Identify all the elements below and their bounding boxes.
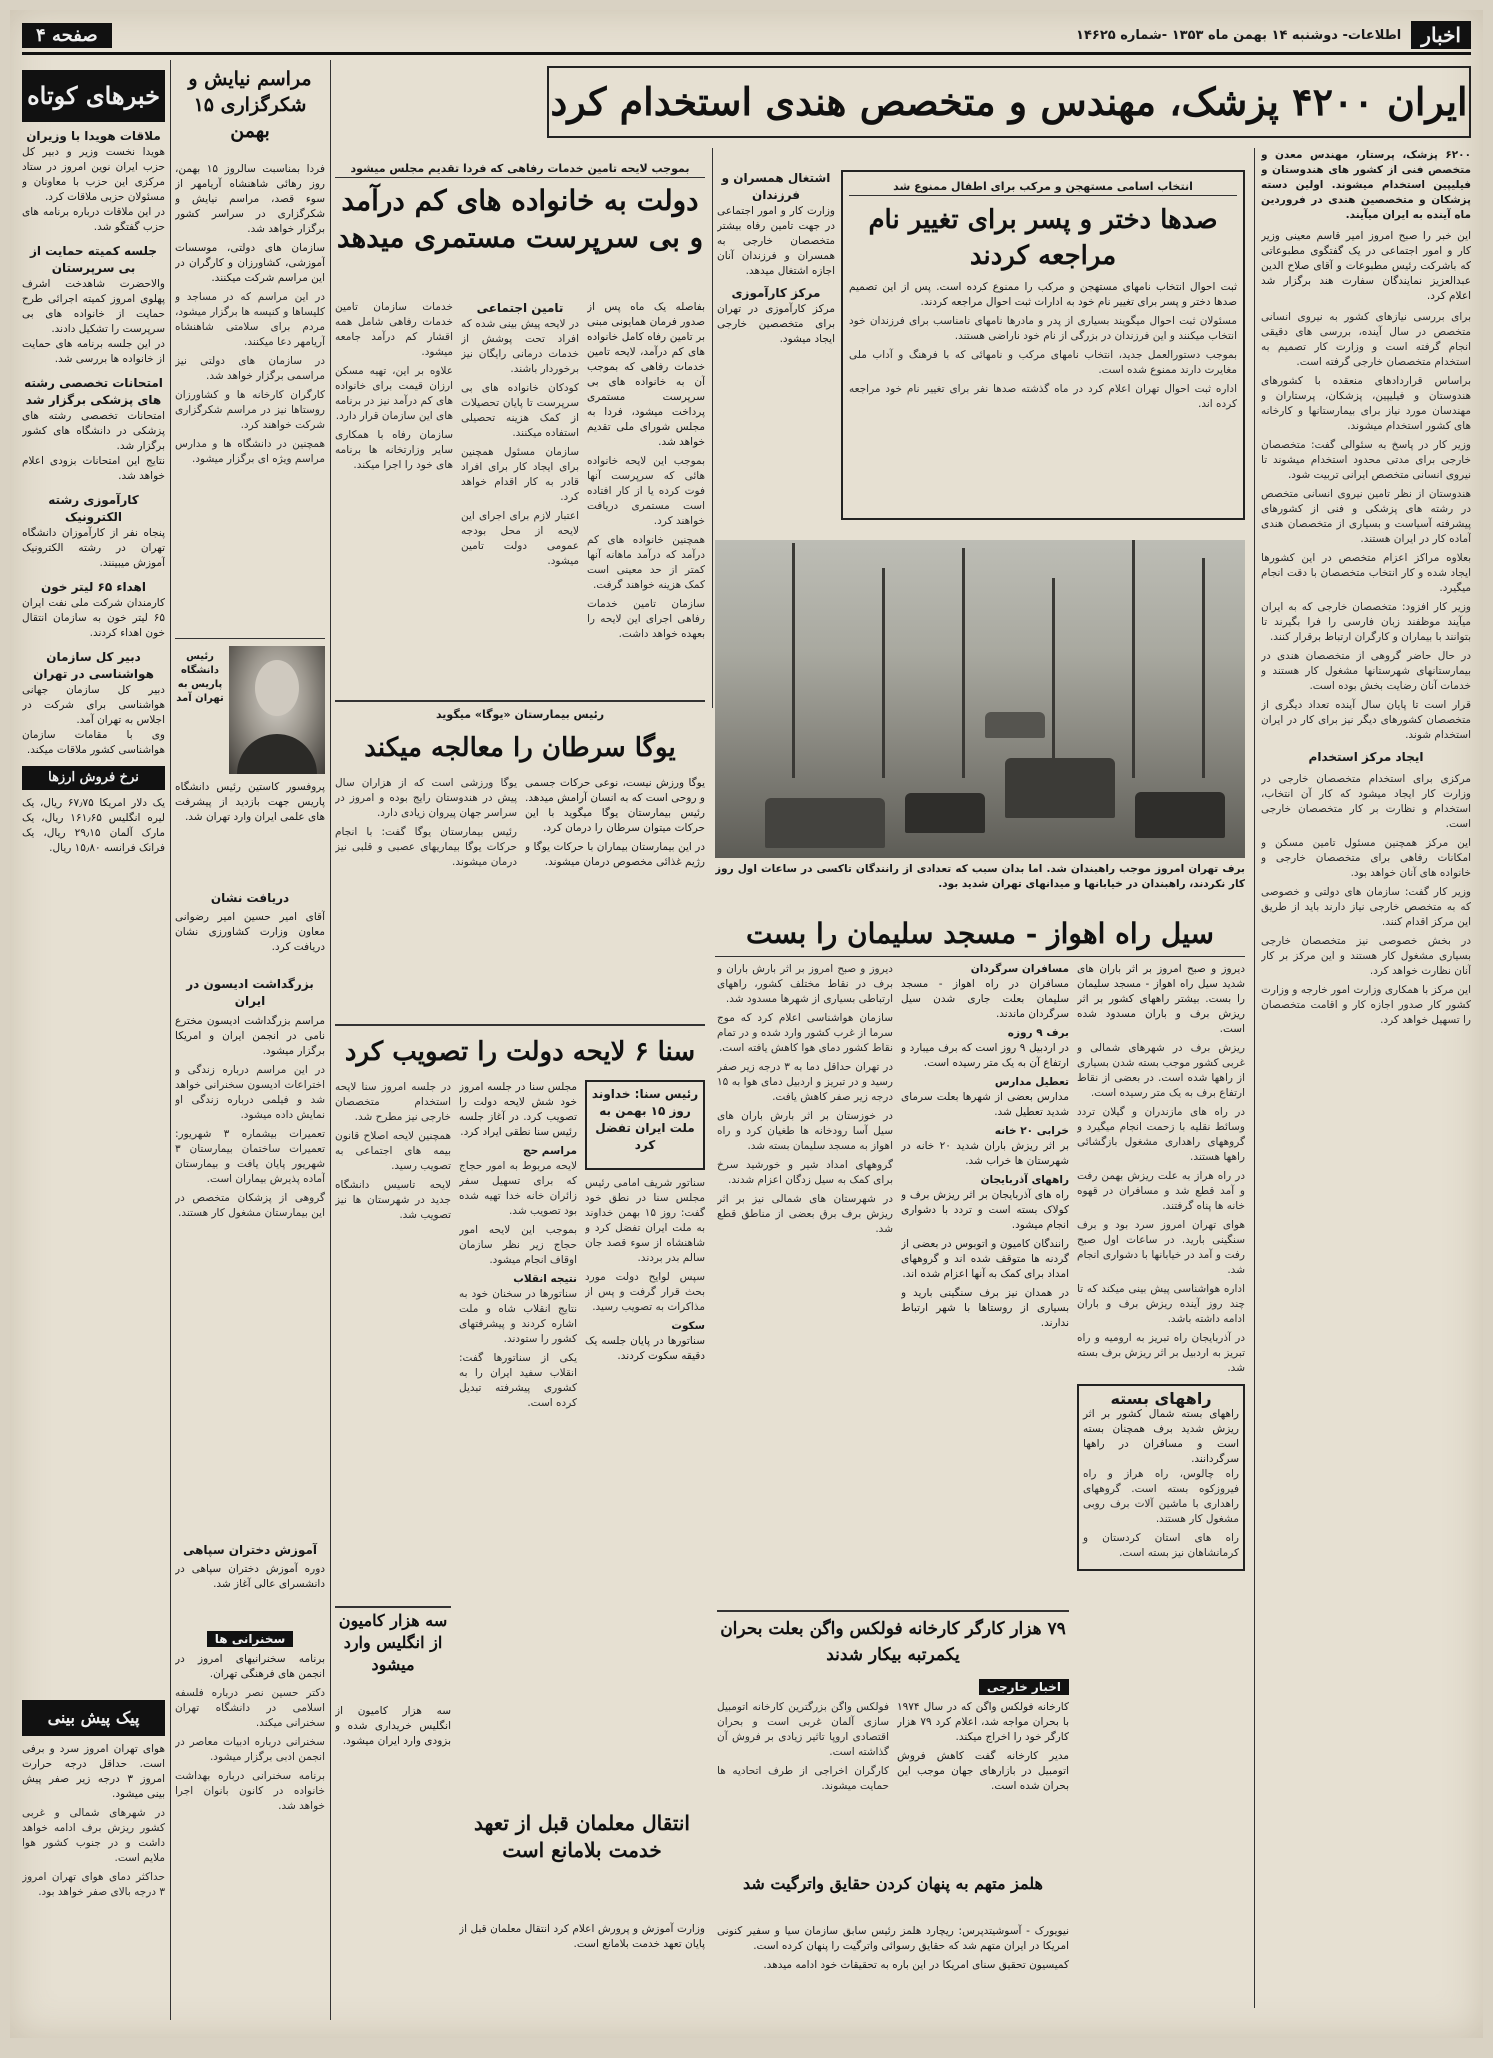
paper-name: اخبار — [1411, 21, 1471, 49]
medals-text: آقای امیر حسین امیر رضوانی معاون وزارت کشاورزی نشان دریافت کرد. — [175, 911, 325, 953]
lectures-title: سخنرانی ها — [207, 1631, 294, 1647]
bulletin-text-5: دبیر کل سازمان جهانی هواشناسی برای شرکت در اجلاس به تهران آمد. — [22, 684, 165, 726]
newspaper-page — [10, 10, 1483, 2038]
flood-col-2 — [901, 962, 1069, 1602]
yoga-body: یوگا ورزش نیست، نوعی حرکات جسمی و روحی است که به انسان آرامش میدهد. رئیس بیمارستان یوگا میگوید با این حرکات میتوان سرطان را درمان کرد. در این بیمارستان بیماران با حرکات یوگا و رژیم غذائی مخصوص درمان میشوند. — [525, 777, 705, 868]
names-story-box — [841, 170, 1245, 520]
forecast-tag: پیک پیش بینی — [22, 1700, 165, 1736]
volkswagen-body: کارخانه فولکس واگن که در سال ۱۹۷۴ با بحران مواجه شد، اعلام کرد ۷۹ هزار کارگر خود را اخراج میکند. مدیر کارخانه گفت کاهش فروش اتومبیل در بازارهای جهان موجب این بحران شده است. — [897, 1701, 1069, 1792]
main-story-subhead: ایجاد مرکز استخدام — [1308, 750, 1424, 764]
rates-title: نرخ فروش ارزها — [22, 766, 165, 790]
bulletin-item: دبیر کل سازمان هواشناسی در تهران دبیر کل سازمان جهانی هواشناسی برای شرکت در اجلاس به تهران آمد. وی با مقامات سازمان هواشناسی کشور ملاقات میکند. — [22, 650, 165, 756]
ceremony-text: فردا بمناسبت سالروز ۱۵ بهمن، روز رهائی شاهنشاه آریامهر از سوء قصد، مراسم نیایش و شکرگزاری در سراسر کشور برگزار خواهد شد. — [175, 163, 325, 235]
senate-filler-2: لایحه مربوط به امور حجاج که برای تسهیل سفر زائران خانه خدا تهیه شده بود تصویب شد. بموجب این لایحه امور حجاج زیر نظر سازمان اوقاف انجام میشود. — [459, 1160, 577, 1266]
names-body-text: ثبت احوال انتخاب نامهای مستهجن و مرکب را ممنوع کرده است. پس از این تصمیم صدها دختر و پسر برای تغییر نام خود به ادارات ثبت احوال مراجعه کردند. — [849, 281, 1237, 308]
edison-text-body: مراسم بزرگداشت ادیسون مخترع نامی در انجمن ایران و امریکا برگزار میشود. — [175, 1015, 325, 1057]
senate-col-1: سناتور شریف امامی رئیس مجلس سنا در نطق خود گفت: روز ۱۵ بهمن خداوند به ملت ایران تفضل کرد و شاهنشاه از سوء قصد جان سالم بدر بردند. سپس لوایح دولت مورد بحث قرار گرفت و پس از مذاکرات به تصویب رسید. سکوت سناتورها در پایان جلسه یک دقیقه سکوت کردند. — [585, 1177, 705, 1362]
ceremony-text-2: سازمان های دولتی، موسسات آموزشی، کشاورزان و کارگران در این مراسم شرکت میکنند. — [175, 242, 325, 284]
lectures-text — [175, 1652, 325, 2012]
bulletins-column — [22, 128, 165, 1688]
weather-text — [22, 1742, 165, 2022]
edison-title: بزرگداشت ادیسون در ایران — [186, 977, 314, 1008]
bulletins-title: خبرهای کوتاه — [22, 70, 165, 122]
bulletin-item: جلسه کمیته حمایت از بی سرپرستان والاحضرت شاهدخت اشرف پهلوی امروز کمیته اجرائی طرح حمایت از خانواده های بی سرپرست را تشکیل دادند. در این جلسه برنامه های حمایت از خانواده ها بررسی شد. — [22, 244, 165, 365]
edison-filler: در این مراسم درباره زندگی و اختراعات ادیسون سخنرانی خواهد شد و فیلمی درباره زندگی او نمایش داده میشود. تعمیرات بیشماره ۳ شهریور: تعمیرات ساختمان بیمارستان ۳ شهریور پایان یافت و بیمارستان آماده پذیرش بیماران است. گروهی از پزشکان متخصص در این بیمارستان مشغول کار هستند. — [175, 1064, 325, 1219]
main-story-filler-2: مرکزی برای استخدام متخصصان خارجی در وزارت کار ایجاد میشود که کار آن انتخاب، استخدام و نظارت بر کار متخصصان خارجی است. این مرکز همچنین مسئول تامین مسکن و امکانات رفاهی برای متخصصان خارجی و خانواده های آنان خواهد بود. وزیر کار گفت: سازمان های دولتی و خصوصی که به متخصص خارجی نیاز دارند باید از طریق این مرکز اقدام کنند. در بخش خصوصی نیز متخصصان خارجی بسیاری مشغول کار هستند و این مرکز بر کار آنان نظارت خواهد کرد. این مرکز با همکاری وزارت امور خارجه و وزارت کشور کار صدور اجازه کار و اقامت متخصصان را تسهیل خواهد کرد. — [1261, 773, 1471, 1026]
bulletin-text-3: پنجاه نفر از کارآموزان دانشگاه تهران در رشته الکترونیک آموزش میبینند. — [22, 527, 165, 569]
weather-filler: در شهرهای شمالی و غربی کشور ریزش برف ادامه خواهد داشت و در جنوب کشور هوا ملایم است. حداکثر دمای هوای تهران امروز ۳ درجه بالای صفر خواهد بود. — [22, 1807, 165, 1898]
ceremony-headline: مراسم نیایش و شکرگزاری ۱۵ بهمن — [188, 68, 312, 142]
page-number: صفحه ۴ — [22, 23, 112, 48]
stipend-filler-2: در لایحه پیش بینی شده که افراد تحت پوشش از خدمات درمانی رایگان نیز برخوردار باشند. کودکان خانواده های بی سرپرست تا پایان تحصیلات از کمک هزینه تحصیلی استفاده میکنند. سازمان مسئول همچنین برای ایجاد کار برای افراد قادر به کار اقدام خواهد کرد. اعتبار لازم برای اجرای این لایحه از محل بودجه عمومی دولت تامین میشود. — [461, 318, 579, 567]
edison-text — [175, 1014, 325, 1534]
flood-col-1 — [1077, 962, 1245, 2022]
side-heading-2: مرکز کارآموزی — [731, 286, 821, 300]
flood-filler-1: ریزش برف در شهرهای شمالی و غربی کشور موجب بسته شدن بسیاری از راهها شده است. در بعضی از نقاط ارتفاع برف به یک متر رسیده است. در راه های مازندران و گیلان تردد وسائط نقلیه با زحمت انجام میگیرد و گروههای راهداری مشغول بازگشائی راهها هستند. در راه هراز به علت ریزش بهمن رفت و آمد قطع شد و مسافران در قهوه خانه ها پناه گرفتند. هوای تهران امروز سرد بود و برف سنگینی بارید. در ساعات اول صبح رفت و آمد در خیابانها با دشواری انجام شد. اداره هواشناسی پیش بینی میکند که تا چند روز آینده ریزش برف و باران ادامه داشته باشد. در آذربایجان راه تبریز به ارومیه و راه تبریز به اردبیل بر اثر ریزش برف بسته شد. — [1077, 1042, 1245, 1374]
roads-closed-text: راههای بسته شمال کشور بر اثر ریزش شدید برف همچنان بسته است و مسافران در راهها سرگردانند. — [1083, 1408, 1239, 1465]
flood-bullet-3: خرابی ۲۰ خانه — [994, 1125, 1069, 1137]
side-heading-1: اشتغال همسران و فرزندان — [721, 171, 831, 202]
stipend-col-3: خدمات سازمان تامین خدمات رفاهی شامل همه اقشار کم درآمد جامعه میشود. علاوه بر این، تهیه مسکن ارزان قیمت برای خانواده های کم درآمد نیز در برنامه های این سازمان قرار دارد. سازمان رفاه با همکاری سایر وزارتخانه ها برنامه های خود را اجرا میکند. — [335, 301, 453, 471]
senate-sub-2: نتیجه انقلاب — [513, 1273, 577, 1285]
flood-bullet-2: تعطیل مدارس — [994, 1076, 1069, 1088]
main-story-body: این خبر را صبح امروز امیر قاسم معینی وزیر کار و امور اجتماعی در یک گفتگوی مطبوعاتی که باشرکت رئیس مطبوعات و آقای صلاح الدین عبدالعزیز نمایندگان سفارت هند برگزار شد اعلام کرد. — [1261, 230, 1471, 302]
roads-filler: راه چالوس، راه هراز و راه فیروزکوه بسته است. گروههای راهداری با ماشین آلات برف روبی مشغول کار هستند. راه های استان کردستان و کرمانشاهان نیز بسته است. — [1083, 1468, 1239, 1559]
bulletin-text-1: والاحضرت شاهدخت اشرف پهلوی امروز کمیته اجرائی طرح حمایت از خانواده های بی سرپرست را تشکیل دادند. — [22, 278, 165, 335]
yoga-body-text: یوگا ورزش نیست، نوعی حرکات جسمی و روحی است که به انسان آرامش میدهد. رئیس بیمارستان یوگا میگوید با این حرکات میتوان سرطان را درمان کرد. — [525, 777, 705, 834]
senate-filler-1: سناتور شریف امامی رئیس مجلس سنا در نطق خود گفت: روز ۱۵ بهمن خداوند به ملت ایران تفضل کرد و شاهنشاه از سوء قصد جان سالم بدر بردند. سپس لوایح دولت مورد بحث قرار گرفت و پس از مذاکرات به تصویب رسید. — [585, 1177, 705, 1313]
bulletin-item: ملاقات هویدا با وزیران هویدا نخست وزیر و دبیر کل حزب ایران نوین امروز در ستاد مرکزی این حزب با معاونان و مسئولان حزبی ملاقات کرد. در این ملاقات درباره برنامه های حزب گفتگو شد. — [22, 129, 165, 233]
girls-training-text: دوره آموزش دختران سپاهی در دانشسرای عالی آغاز شد. — [175, 1563, 325, 1590]
roads-closed-title: راههای بسته — [1110, 1389, 1212, 1408]
side-text-2: مرکز کارآموزی در تهران برای متخصصین خارجی ایجاد میشود. — [717, 303, 835, 345]
senate-col-2 — [459, 1080, 577, 1820]
senate-sub-3: سکوت — [671, 1320, 705, 1332]
lectures-tag-wrap — [175, 1628, 325, 1647]
volkswagen-body-2: فولکس واگن بزرگترین کارخانه اتومبیل سازی آلمان غربی است و بحران اقتصادی اروپا تاثیر زیادی بر فروش آن گذاشته است. کارگران اخراجی از طرف اتحادیه ها حمایت میشوند. — [717, 1701, 889, 1792]
masthead — [22, 18, 1471, 55]
main-headline: ایران ۴۲۰۰ پزشک، مهندس و متخصص هندی استخدام کرد — [547, 66, 1471, 138]
trucks-body: سه هزار کامیون از انگلیس خریداری شده و بزودی وارد ایران میشود. — [335, 1705, 451, 1747]
foreign-tag-wrap — [717, 1676, 1069, 1695]
main-story-column — [1261, 148, 1471, 1868]
names-body — [849, 280, 1237, 520]
bulletin-heading-5: دبیر کل سازمان هواشناسی در تهران — [33, 650, 154, 681]
volkswagen-body-text: کارخانه فولکس واگن که در سال ۱۹۷۴ با بحران مواجه شد، اعلام کرد ۷۹ هزار کارگر خود را اخراج میکند. — [897, 1701, 1069, 1743]
visitor-caption: رئیس دانشگاه پاریس به تهران آمد — [176, 651, 224, 704]
flood-bullets: مسافران سرگردان مسافران در راه اهواز - مسجد سلیمان بعلت جاری شدن سیل سرگردان ماندند. برف ۹ روزه در اردبیل ۹ روز است که برف میبارد و ارتفاع آن به یک متر رسیده است. تعطیل مدارس مدارس بعضی از شهرها بعلت سرمای شدید تعطیل شد. خرابی ۲۰ خانه بر اثر ریزش باران شدید ۲۰ خانه در شهرستان ها خراب شد. راههای آذربایجان راه های آذربایجان بر اثر ریزش برف و کولاک بسته است و تردد با دشواری انجام میشود. رانندگان کامیون و اتوبوس در بعضی از گردنه ها متوقف شده اند و گروههای امداد برای کمک به آنها اعزام شده اند. در همدان نیز برف سنگینی بارید و بسیاری از روستاها با شهر ارتباط ندارند. — [901, 963, 1069, 1329]
foreign-news-tag: اخبار خارجی — [979, 1679, 1069, 1695]
names-headline: صدها دختر و پسر برای تغییر نام مراجعه کردند — [868, 205, 1218, 271]
bulletin-item — [22, 492, 165, 571]
teachers-body: وزارت آموزش و پرورش اعلام کرد انتقال معلمان قبل از پایان تعهد خدمت بلامانع است. — [459, 1923, 705, 1950]
lectures-filler: دکتر حسین نصر درباره فلسفه اسلامی در دانشگاه تهران سخنرانی میکند. سخنرانی درباره ادبیات معاصر در انجمن ادبی برگزار میشود. برنامه سخنرانی درباره بهداشت خانواده در کانون بانوان اجرا خواهد شد. — [175, 1687, 325, 1812]
bulletin-text-4: کارمندان شرکت ملی نفت ایران ۶۵ لیتر خون به سازمان انتقال خون اهداء کردند. — [22, 597, 165, 639]
senate-headline: سنا ۶ لایحه دولت را تصویب کرد — [344, 1037, 696, 1067]
flood-col-3: دیروز و صبح امروز بر اثر بارش باران و برف در نقاط مختلف کشور، راههای ارتباطی بسیاری از شهرها مسدود شد. سازمان هواشناسی اعلام کرد که موج سرما از غرب کشور وارد شده و در تمام نقاط کشور دمای هوا کاهش یافته است. در تهران حداقل دما به ۳ درجه زیر صفر رسید و در تبریز و اردبیل دمای هوا به ۱۵ درجه زیر صفر کاهش یافت. در خوزستان بر اثر بارش باران های سیل آسا رودخانه ها طغیان کرد و راه اهواز به مسجد سلیمان بسته شد. گروههای امداد شیر و خورشید سرخ برای کمک به سیل زدگان اعزام شدند. در شهرستان های شمالی نیز بر اثر ریزش برف برق بعضی از مناطق قطع شد. — [717, 963, 893, 1235]
bulletin-text-2: امتحانات تخصصی رشته های پزشکی در دانشگاه های کشور برگزار شد. — [22, 410, 165, 452]
flood-headline: سیل راه اهواز - مسجد سلیمان را بست — [745, 917, 1215, 950]
senate-body: مجلس سنا در جلسه امروز خود شش لایحه دولت را تصویب کرد. در آغاز جلسه رئیس سنا نطقی ایراد کرد. — [459, 1081, 577, 1138]
medals-title: دریافت نشان — [210, 891, 290, 905]
senate-quote-box: رئیس سنا: خداوند روز ۱۵ بهمن به ملت ایران تفضل کرد — [585, 1080, 705, 1170]
weather-body: هوای تهران امروز سرد و برفی است. حداقل درجه حرارت امروز ۳ درجه زیر صفر پیش بینی میشود. — [22, 1743, 165, 1800]
ceremony-body — [175, 162, 325, 632]
stipend-filler-1: بموجب این لایحه خانواده هائی که سرپرست آنها فوت کرده یا از کار افتاده است مستمری دریافت خواهند کرد. همچنین خانواده های کم درآمد که درآمد ماهانه آنها کمتر از حد معینی است کمک هزینه خواهند گرفت. سازمان تامین خدمات رفاهی اجرای این لایحه را بعهده خواهد داشت. — [587, 455, 705, 640]
bulletin-item — [22, 579, 165, 641]
flood-body: دیروز و صبح امروز بر اثر باران های شدید سیل راه اهواز - مسجد سلیمان را بست. بیشتر راههای کشور بر اثر ریزش برف و باران مسدود شده است. — [1077, 963, 1245, 1035]
snow-photo-caption: برف تهران امروز موجب راهبندان شد. اما بدان سبب که تعدادی از رانندگان تاکسی در ساعات اول روز کار نکردند، راهبندان در خیابانها و میدانهای تهران شدید بود. — [715, 863, 1245, 890]
teachers-headline: انتقال معلمان قبل از تعهد خدمت بلامانع است — [474, 1811, 690, 1862]
main-story-lead: ۶۲۰۰ پزشک، پرستار، مهندس معدن و متخصص فنی از کشور های هندوستان و فیلیپین استخدام میشوند. اولین دسته پزشکان و متخصصین هندی در فروردین ماه آینده به ایران میآیند. — [1261, 149, 1471, 221]
visitor-portrait — [229, 646, 325, 774]
bulletin-heading-2: امتحانات تخصصی رشته های پزشکی برگزار شد — [24, 376, 163, 407]
yoga-body-2: یوگا ورزشی است که از هزاران سال پیش در هندوستان رایج بوده و امروز در سراسر جهان پیروان زیادی دارد. رئیس بیمارستان یوگا گفت: با انجام حرکات یوگا بیماریهای عصبی و قلبی نیز درمان میشوند. — [335, 777, 517, 868]
bulletin-heading-4: اهداء ۶۵ لیتر خون — [41, 580, 146, 594]
bulletin-text-0: هویدا نخست وزیر و دبیر کل حزب ایران نوین امروز در ستاد مرکزی این حزب با معاونان و مسئولان حزبی ملاقات کرد. — [22, 146, 165, 203]
yoga-headline: یوگا سرطان را معالجه میکند — [364, 733, 676, 763]
roads-closed-box — [1077, 1384, 1245, 1571]
rates-text: یک دلار امریکا ۶۷٫۷۵ ریال، یک لیره انگلیس ۱۶۱٫۶۵ ریال، یک مارک آلمان ۲۹٫۱۵ ریال، یک فرانک فرانسه ۱۵٫۸۰ ریال. — [22, 797, 165, 854]
bulletin-heading-3: کارآموزی رشته الکترونیک — [48, 493, 139, 524]
names-filler: مسئولان ثبت احوال میگویند بسیاری از پدر و مادرها نامهای نامناسب برای فرزندان خود انتخاب میکنند و این فرزندان در بزرگی از نام خود ناراضی هستند. بموجب دستورالعمل جدید، انتخاب نامهای مرکب و نامهائی که با فرهنگ و آداب ملی مغایرت دارند ممنوع شده است. اداره ثبت احوال تهران اعلام کرد در ماه گذشته صدها نفر برای تغییر نام خود مراجعه کرده اند. — [849, 315, 1237, 410]
side-text-1: وزارت کار و امور اجتماعی در جهت تامین رفاه بیشتر متخصصان خارجی به همسران و فرزندان آنان اجازه اشتغال میدهد. — [717, 205, 835, 277]
volkswagen-headline: ۷۹ هزار کارگر کارخانه فولکس واگن بعلت بحران یکمرتبه بیکار شدند — [720, 1619, 1066, 1665]
yoga-kicker: رئیس بیمارستان «یوگا» میگوید — [435, 708, 605, 721]
bulletin-heading-1: جلسه کمیته حمایت از بی سرپرستان — [29, 244, 158, 275]
stipend-subhead: تامین اجتماعی — [476, 301, 564, 315]
bulletin-heading-0: ملاقات هویدا با وزیران — [26, 129, 161, 143]
senate-col-3: در جلسه امروز سنا لایحه استخدام متخصصان خارجی نیز مطرح شد. همچنین لایحه اصلاح قانون بیمه های اجتماعی به تصویب رسید. لایحه تاسیس دانشگاه جدید در شهرستان ها نیز تصویب شد. — [335, 1081, 451, 1221]
girls-training-title: آموزش دختران سپاهی — [182, 1543, 318, 1557]
bulletin-item: امتحانات تخصصی رشته های پزشکی برگزار شد امتحانات تخصصی رشته های پزشکی در دانشگاه های کشور برگزار شد. نتایج این امتحانات بزودی اعلام خواهد شد. — [22, 376, 165, 482]
names-kicker: انتخاب اسامی مستهجن و مرکب برای اطفال ممنوع شد — [849, 178, 1237, 196]
main-story-filler: برای بررسی نیازهای کشور به نیروی انسانی متخصص در سال آینده، بررسی های دقیقی انجام گرفته است و وزارت کار تصمیم به استخدام متخصصان خارجی گرفته است. براساس قراردادهای منعقده با کشورهای هندوستان و فیلیپین، پزشکان، پرستاران و مهندسان مورد نیاز برای بیمارستانها و کارخانه های کشور استخدام میشوند. وزیر کار در پاسخ به سئوالی گفت: متخصصان خارجی برای مدتی محدود استخدام میشوند تا نیروی انسانی متخصص ایرانی تربیت شود. هندوستان از نظر تامین نیروی انسانی متخصص در رشته های پزشکی و فنی از کشورهای پیشرفته آسیاست و بسیاری از متخصصان هندی آماده کار در ایران هستند. بعلاوه مراکز اعزام متخصص در این کشورها ایجاد شده و کار انتخاب متخصصان با دقت انجام میگیرد. وزیر کار افزود: متخصصان خارجی که به ایران میآیند موظفند زبان فارسی را فرا بگیرند تا بتوانند با بیماران و کارگران ارتباط برقرار کنند. در حال حاضر گروهی از متخصصان هندی در بیمارستانهای شهرستانها مشغول کار هستند و خدمات آنان رضایت بخش بوده است. قرار است تا پایان سال آینده تعداد دیگری از متخصصان کشورهای دیگر نیز برای کار در ایران استخدام شوند. — [1261, 311, 1471, 741]
senate-sub-1: مراسم حج — [523, 1145, 577, 1157]
stipend-body: بفاصله یک ماه پس از صدور فرمان همایونی مبنی بر تامین رفاه کامل خانواده های کم درآمد، لایحه تامین خدمات رفاهی که بموجب آن به خانواده های بی سرپرست مستمری پرداخت میشود، فردا به مجلس شورای ملی تقدیم خواهد شد. — [587, 301, 705, 448]
date-line: اطلاعات- دوشنبه ۱۴ بهمن ماه ۱۳۵۳ -شماره ۱۴۶۲۵ — [1076, 27, 1402, 43]
flood-bullet-1: برف ۹ روزه — [1007, 1027, 1069, 1039]
helms-headline: هلمز متهم به پنهان کردن حقایق واترگیت شد — [743, 1874, 1043, 1893]
senate-filler-3: سناتورها در سخنان خود به نتایج انقلاب شاه و ملت اشاره کردند و پیشرفتهای کشور را ستودند. یکی از سناتورها گفت: انقلاب سفید ایران را به کشوری پیشرفته تبدیل کرده است. — [459, 1288, 577, 1409]
snow-traffic-photo — [715, 540, 1245, 858]
lectures-text-body: برنامه سخنرانیهای امروز در انجمن های فرهنگی تهران. — [175, 1653, 325, 1680]
stipend-kicker-visible: بموجب لایحه تامین خدمات رفاهی که فردا تقدیم مجلس میشود — [335, 160, 705, 178]
helms-body-text: نیویورک - آسوشیتدپرس: ریچارد هلمز رئیس سابق سازمان سیا و سفیر کنونی امریکا در ایران متهم شد که حقایق رسوائی واترگیت را پنهان کرده است. — [717, 1925, 1069, 1952]
helms-body: نیویورک - آسوشیتدپرس: ریچارد هلمز رئیس سابق سازمان سیا و سفیر کنونی امریکا در ایران متهم شد که حقایق رسوائی واترگیت را پنهان کرده است. کمیسیون تحقیق سنای امریکا در این باره به تحقیقات خود ادامه میدهد. — [717, 1925, 1069, 1971]
ceremony-filler: در این مراسم که در مساجد و کلیساها و کنیسه ها برگزار میشود، مردم برای سلامتی شاهنشاه آریامهر دعا میکنند. در سازمان های دولتی نیز مراسمی برگزار خواهد شد. کارگران کارخانه ها و کشاورزان روستاها نیز در مراسم شکرگزاری شرکت خواهند کرد. همچنین در دانشگاه ها و مدارس مراسم ویژه ای برگزار میشود. — [175, 291, 325, 465]
stipend-headline: دولت به خانواده های کم درآمد و بی سرپرست مستمری میدهد — [336, 184, 704, 254]
flood-bullet-4: راههای آذربایجان — [980, 1174, 1069, 1186]
trucks-headline: سه هزار کامیون از انگلیس وارد میشود — [338, 1611, 448, 1674]
visitor-text: پروفسور کاستین رئیس دانشگاه پاریس جهت بازدید از پیشرفت های علمی ایران وارد تهران شد. — [175, 781, 325, 823]
names-side-column — [717, 170, 835, 570]
flood-bullet-0: مسافران سرگردان — [970, 963, 1069, 975]
